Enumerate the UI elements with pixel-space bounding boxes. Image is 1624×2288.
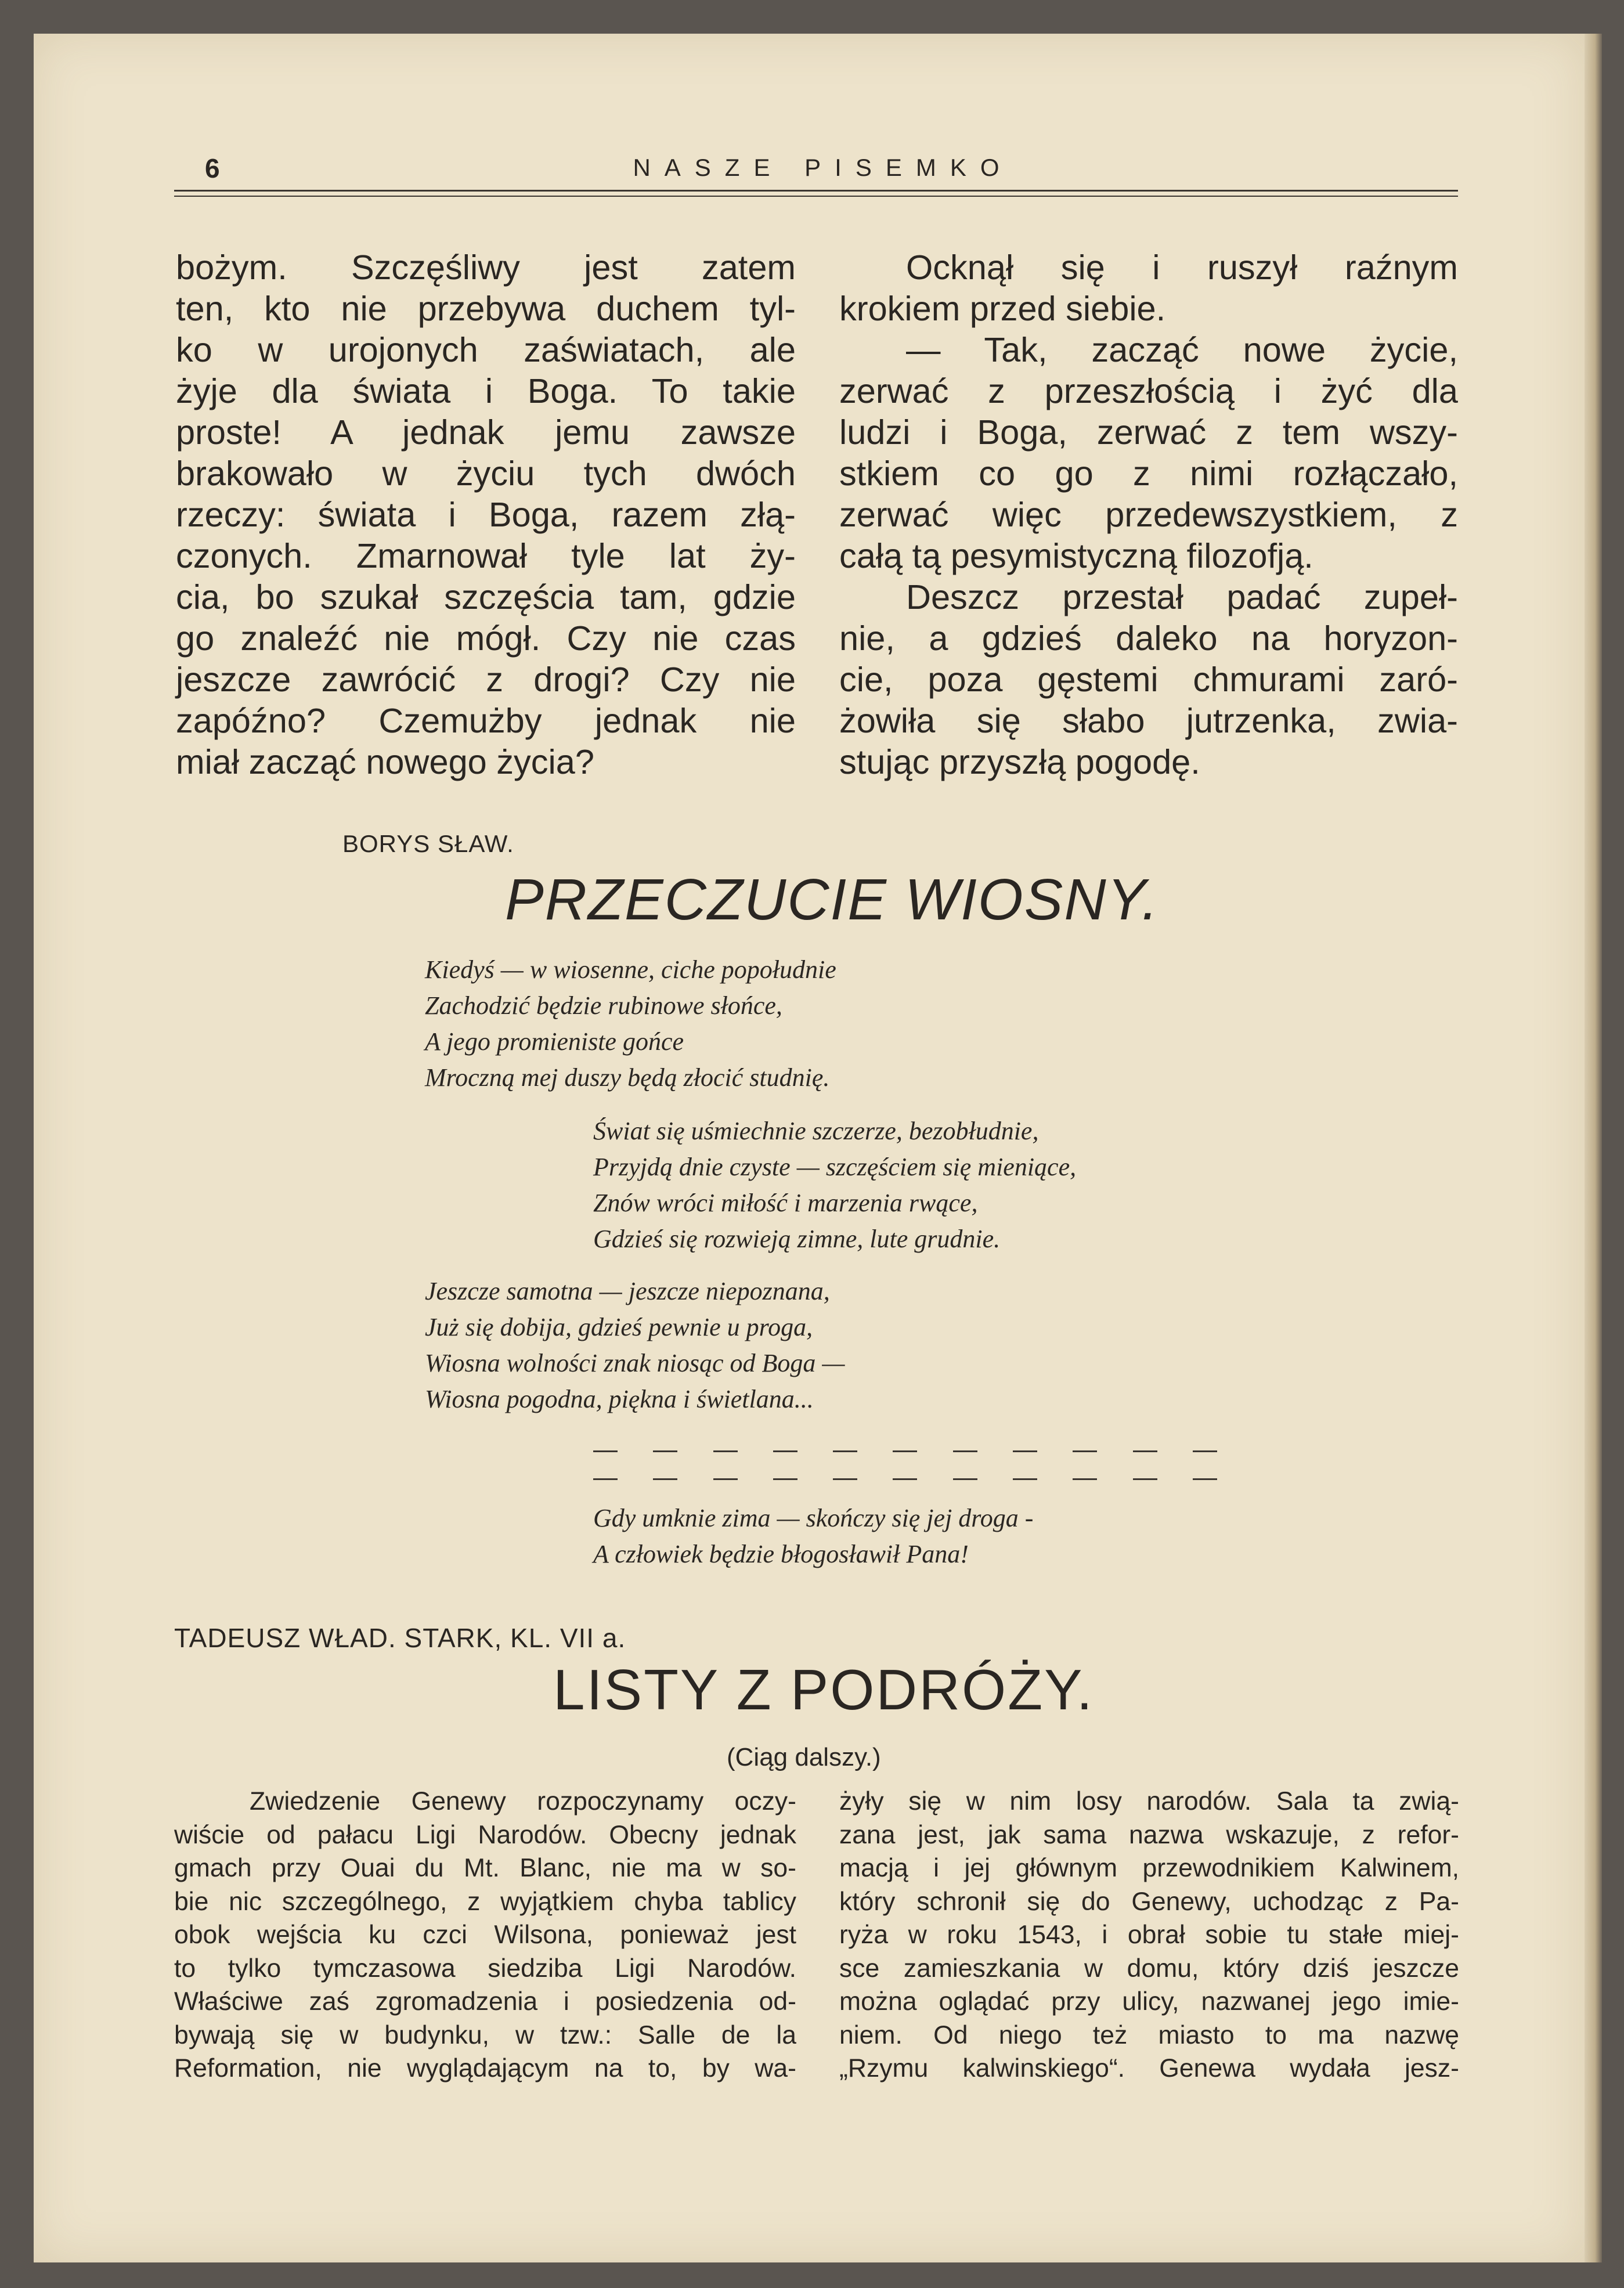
text-line: brakowało w życiu tych dwóch [176, 454, 796, 493]
text-line: ryża w roku 1543, i obrał sobie tu stałe miej- [839, 1921, 1459, 1949]
text-line: niem. Od niego też miasto to ma nazwę [839, 2020, 1459, 2049]
text-line: żyje dla świata i Boga. To takie [176, 371, 796, 410]
poem-stanza [593, 1113, 1076, 1257]
page-edge [1585, 34, 1602, 2262]
text-line: ten, kto nie przebywa duchem tyl- [176, 289, 796, 328]
verse-line: A człowiek będzie błogosławił Pana! [593, 1540, 969, 1568]
verse-line: Świat się uśmiechnie szczerze, bezobłudnie, [593, 1117, 1039, 1145]
text-line: stkiem co go z nimi rozłączało, [839, 454, 1458, 493]
verse-line: Gdy umknie zima — skończy się jej droga - [593, 1504, 1034, 1532]
text-line: zapóźno? Czemużby jednak nie [176, 701, 796, 740]
article-author: TADEUSZ WŁAD. STARK, KL. VII a. [174, 1623, 626, 1653]
text-line: obok wejścia ku czci Wilsona, ponieważ jest [174, 1921, 796, 1949]
text-line: bie nic szczególnego, z wyjątkiem chyba tablicy [174, 1887, 796, 1916]
text-line: cia, bo szukał szczęścia tam, gdzie [176, 578, 796, 616]
verse-line: Już się dobija, gdzieś pewnie u proga, [425, 1313, 813, 1341]
verse-line: Gdzieś się rozwieją zimne, lute grudnie. [593, 1225, 1001, 1253]
text-line: zerwać z przeszłością i żyć dla [839, 371, 1458, 410]
text-line: zerwać więc przedewszystkiem, z [839, 495, 1458, 534]
verse-line: Kiedyś — w wiosenne, ciche popołudnie [425, 955, 836, 984]
dash-row [593, 1465, 1217, 1493]
text-line: krokiem przed siebie. [839, 289, 1166, 328]
text-line: Reformation, nie wyglądającym na to, by wa- [174, 2054, 796, 2083]
text-line: żowiła się słabo jutrzenka, zwia- [839, 701, 1458, 740]
header-rule [174, 190, 1458, 192]
text-line: bożym. Szczęśliwy jest zatem [176, 248, 796, 287]
page-header [174, 148, 1458, 206]
text-line: ko w urojonych zaświatach, ale [176, 330, 796, 369]
verse-line: Jeszcze samotna — jeszcze niepoznana, [425, 1277, 830, 1305]
verse-line: Zachodzić będzie rubinowe słońce, [425, 991, 782, 1020]
text-line: „Rzymu kalwinskiego“. Genewa wydała jesz- [839, 2054, 1459, 2083]
text-line: sce zamieszkania w domu, który dziś jeszcze [839, 1954, 1459, 1983]
dash-row [593, 1437, 1217, 1465]
text-line: czonych. Zmarnował tyle lat ży- [176, 536, 796, 575]
article-right-column [839, 1785, 1459, 2085]
text-line: go znaleźć nie mógł. Czy nie czas [176, 619, 796, 658]
essay-left-column [176, 247, 796, 782]
text-line: stując przyszłą pogodę. [839, 742, 1200, 781]
text-line: gmach przy Ouai du Mt. Blanc, nie ma w so- [174, 1854, 796, 1882]
text-line: Deszcz przestał padać zupeł- [906, 578, 1458, 616]
text-line: wiście od pałacu Ligi Narodów. Obecny jednak [174, 1820, 796, 1849]
text-line: to tylko tymczasowa siedziba Ligi Narodów. [174, 1954, 796, 1983]
poem-stanza [425, 1273, 845, 1417]
running-title: NASZE PISEMKO [633, 154, 1013, 181]
text-line: jeszcze zawrócić z drogi? Czy nie [176, 660, 796, 699]
verse-line: Wiosna pogodna, piękna i świetlana... [425, 1385, 814, 1413]
text-line: macją i jej głównym przewodnikiem Kalwinem, [839, 1854, 1459, 1882]
page-number: 6 [205, 153, 220, 183]
poem-author: BORYS SŁAW. [342, 830, 514, 857]
verse-line: Przyjdą dnie czyste — szczęściem się mieniące, [593, 1153, 1077, 1181]
text-line: żyły się w nim losy narodów. Sala ta zwią- [839, 1787, 1459, 1816]
verse-line: A jego promieniste gońce [425, 1027, 684, 1056]
text-line: który schronił się do Genewy, uchodząc z Pa- [839, 1887, 1459, 1916]
text-line: miał zacząć nowego życia? [176, 742, 594, 781]
omission-dashes [593, 1437, 1217, 1478]
text-line: — Tak, zacząć nowe życie, [906, 330, 1458, 369]
continuation-note: (Ciąg dalszy.) [727, 1743, 881, 1771]
verse-line: Wiosna wolności znak niosąc od Boga — [425, 1349, 845, 1377]
header-rule-thin [174, 196, 1458, 197]
essay-right-column [839, 247, 1458, 782]
text-line: można oglądać przy ulicy, nazwanej jego imie- [839, 1987, 1459, 2016]
poem-stanza [593, 1500, 1033, 1572]
article-left-column [174, 1785, 796, 2085]
text-line: Zwiedzenie Genewy rozpoczynamy oczy- [250, 1787, 796, 1816]
text-line: cie, poza gęstemi chmurami zaró- [839, 660, 1458, 699]
verse-line: Znów wróci miłość i marzenia rwące, [593, 1189, 978, 1217]
text-line: Ocknął się i ruszył raźnym [906, 248, 1458, 287]
text-line: Właściwe zaś zgromadzenia i posiedzenia od- [174, 1987, 796, 2016]
poem-title: PRZECZUCIE WIOSNY. [505, 867, 1159, 932]
text-line: ludzi i Boga, zerwać z tem wszy- [839, 413, 1458, 452]
poem-stanza [425, 952, 836, 1096]
text-line: bywają się w budynku, w tzw.: Salle de la [174, 2020, 796, 2049]
verse-line: Mroczną mej duszy będą złocić studnię. [425, 1063, 830, 1092]
text-line: całą tą pesymistyczną filozofją. [839, 536, 1313, 575]
text-line: nie, a gdzieś daleko na horyzon- [839, 619, 1458, 658]
text-line: proste! A jednak jemu zawsze [176, 413, 796, 452]
text-line: zana jest, jak sama nazwa wskazuje, z refor- [839, 1820, 1459, 1849]
article-title: LISTY Z PODRÓŻY. [553, 1658, 1095, 1722]
text-line: rzeczy: świata i Boga, razem złą- [176, 495, 796, 534]
